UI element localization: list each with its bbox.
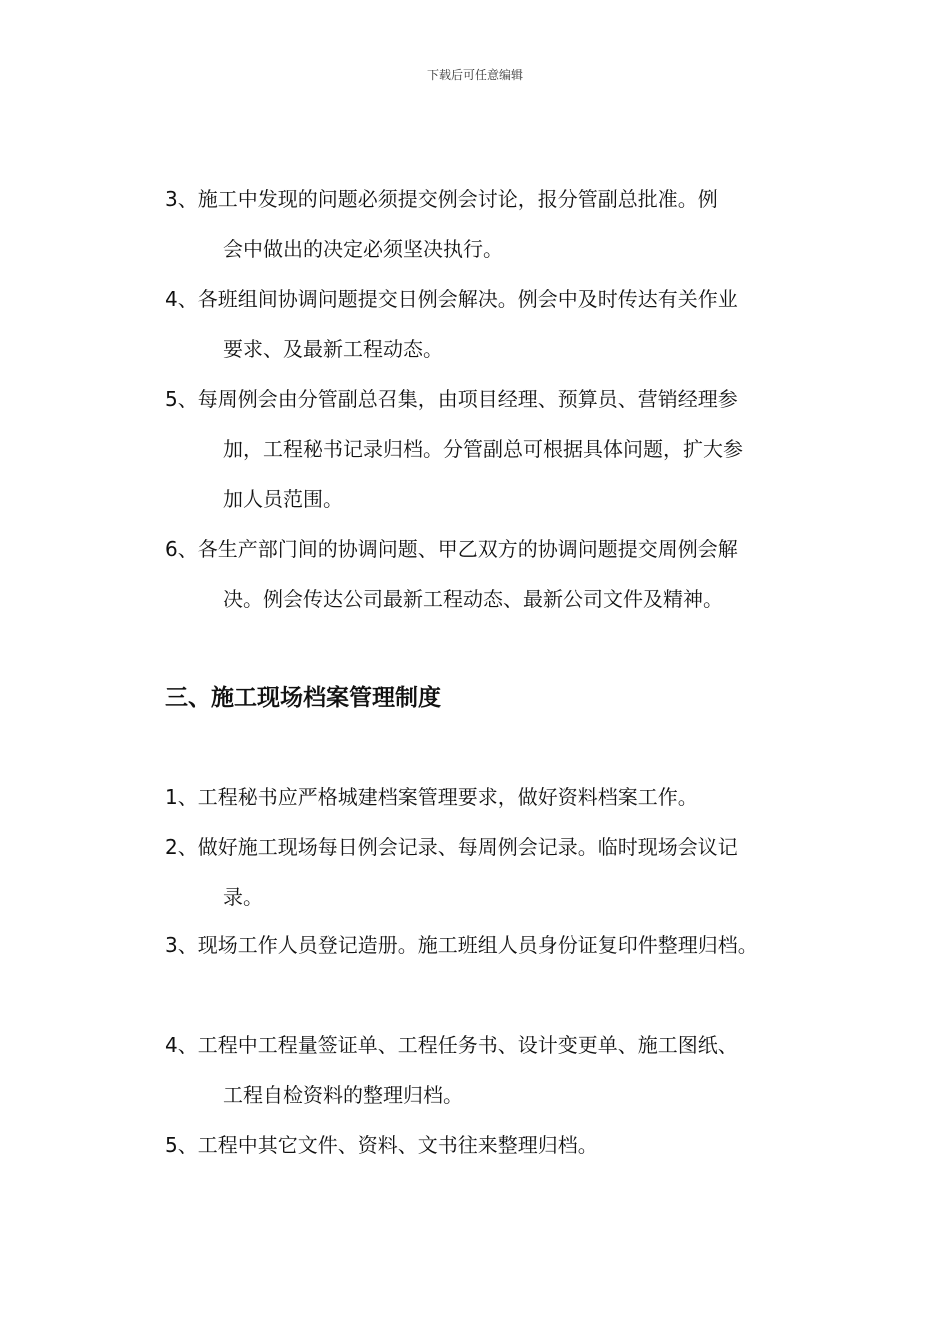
list-item-line: 3、施工中发现的问题必须提交例会讨论，报分管副总批准。例 (165, 187, 718, 211)
list-item (165, 374, 855, 524)
list-item-line: 5、工程中其它文件、资料、文书往来整理归档。 (165, 1133, 598, 1157)
list-item-line: 要求、及最新工程动态。 (223, 337, 443, 361)
list-item (165, 174, 855, 274)
list-item-line: 1、工程秘书应严格城建档案管理要求，做好资料档案工作。 (165, 785, 698, 809)
list-item (165, 1120, 855, 1170)
list-item-line: 决。例会传达公司最新工程动态、最新公司文件及精神。 (223, 587, 723, 611)
list-item-line: 加，工程秘书记录归档。分管副总可根据具体问题，扩大参 (223, 437, 743, 461)
page-header: 下载后可任意编辑 (426, 68, 523, 82)
list-item-line: 6、各生产部门间的协调问题、甲乙双方的协调问题提交周例会解 (165, 537, 738, 561)
list-item-line: 4、各班组间协调问题提交日例会解决。例会中及时传达有关作业 (165, 287, 738, 311)
section-heading: 三、施工现场档案管理制度 (165, 685, 441, 711)
list-item-line: 4、工程中工程量签证单、工程任务书、设计变更单、施工图纸、 (165, 1033, 738, 1057)
list-item (165, 822, 855, 922)
list-item (165, 920, 855, 970)
list-item (165, 274, 855, 374)
list-item-line: 录。 (223, 885, 263, 909)
list-item (165, 524, 855, 624)
list-item-line: 2、做好施工现场每日例会记录、每周例会记录。临时现场会议记 (165, 835, 738, 859)
list-item-line: 加人员范围。 (223, 487, 343, 511)
list-item-line: 会中做出的决定必须坚决执行。 (223, 237, 503, 261)
list-item-line: 5、每周例会由分管副总召集，由项目经理、预算员、营销经理参 (165, 387, 738, 411)
list-item-line: 3、现场工作人员登记造册。施工班组人员身份证复印件整理归档。 (165, 933, 758, 957)
list-item (165, 1020, 855, 1120)
list-item-line: 工程自检资料的整理归档。 (223, 1083, 463, 1107)
list-item (165, 772, 855, 822)
